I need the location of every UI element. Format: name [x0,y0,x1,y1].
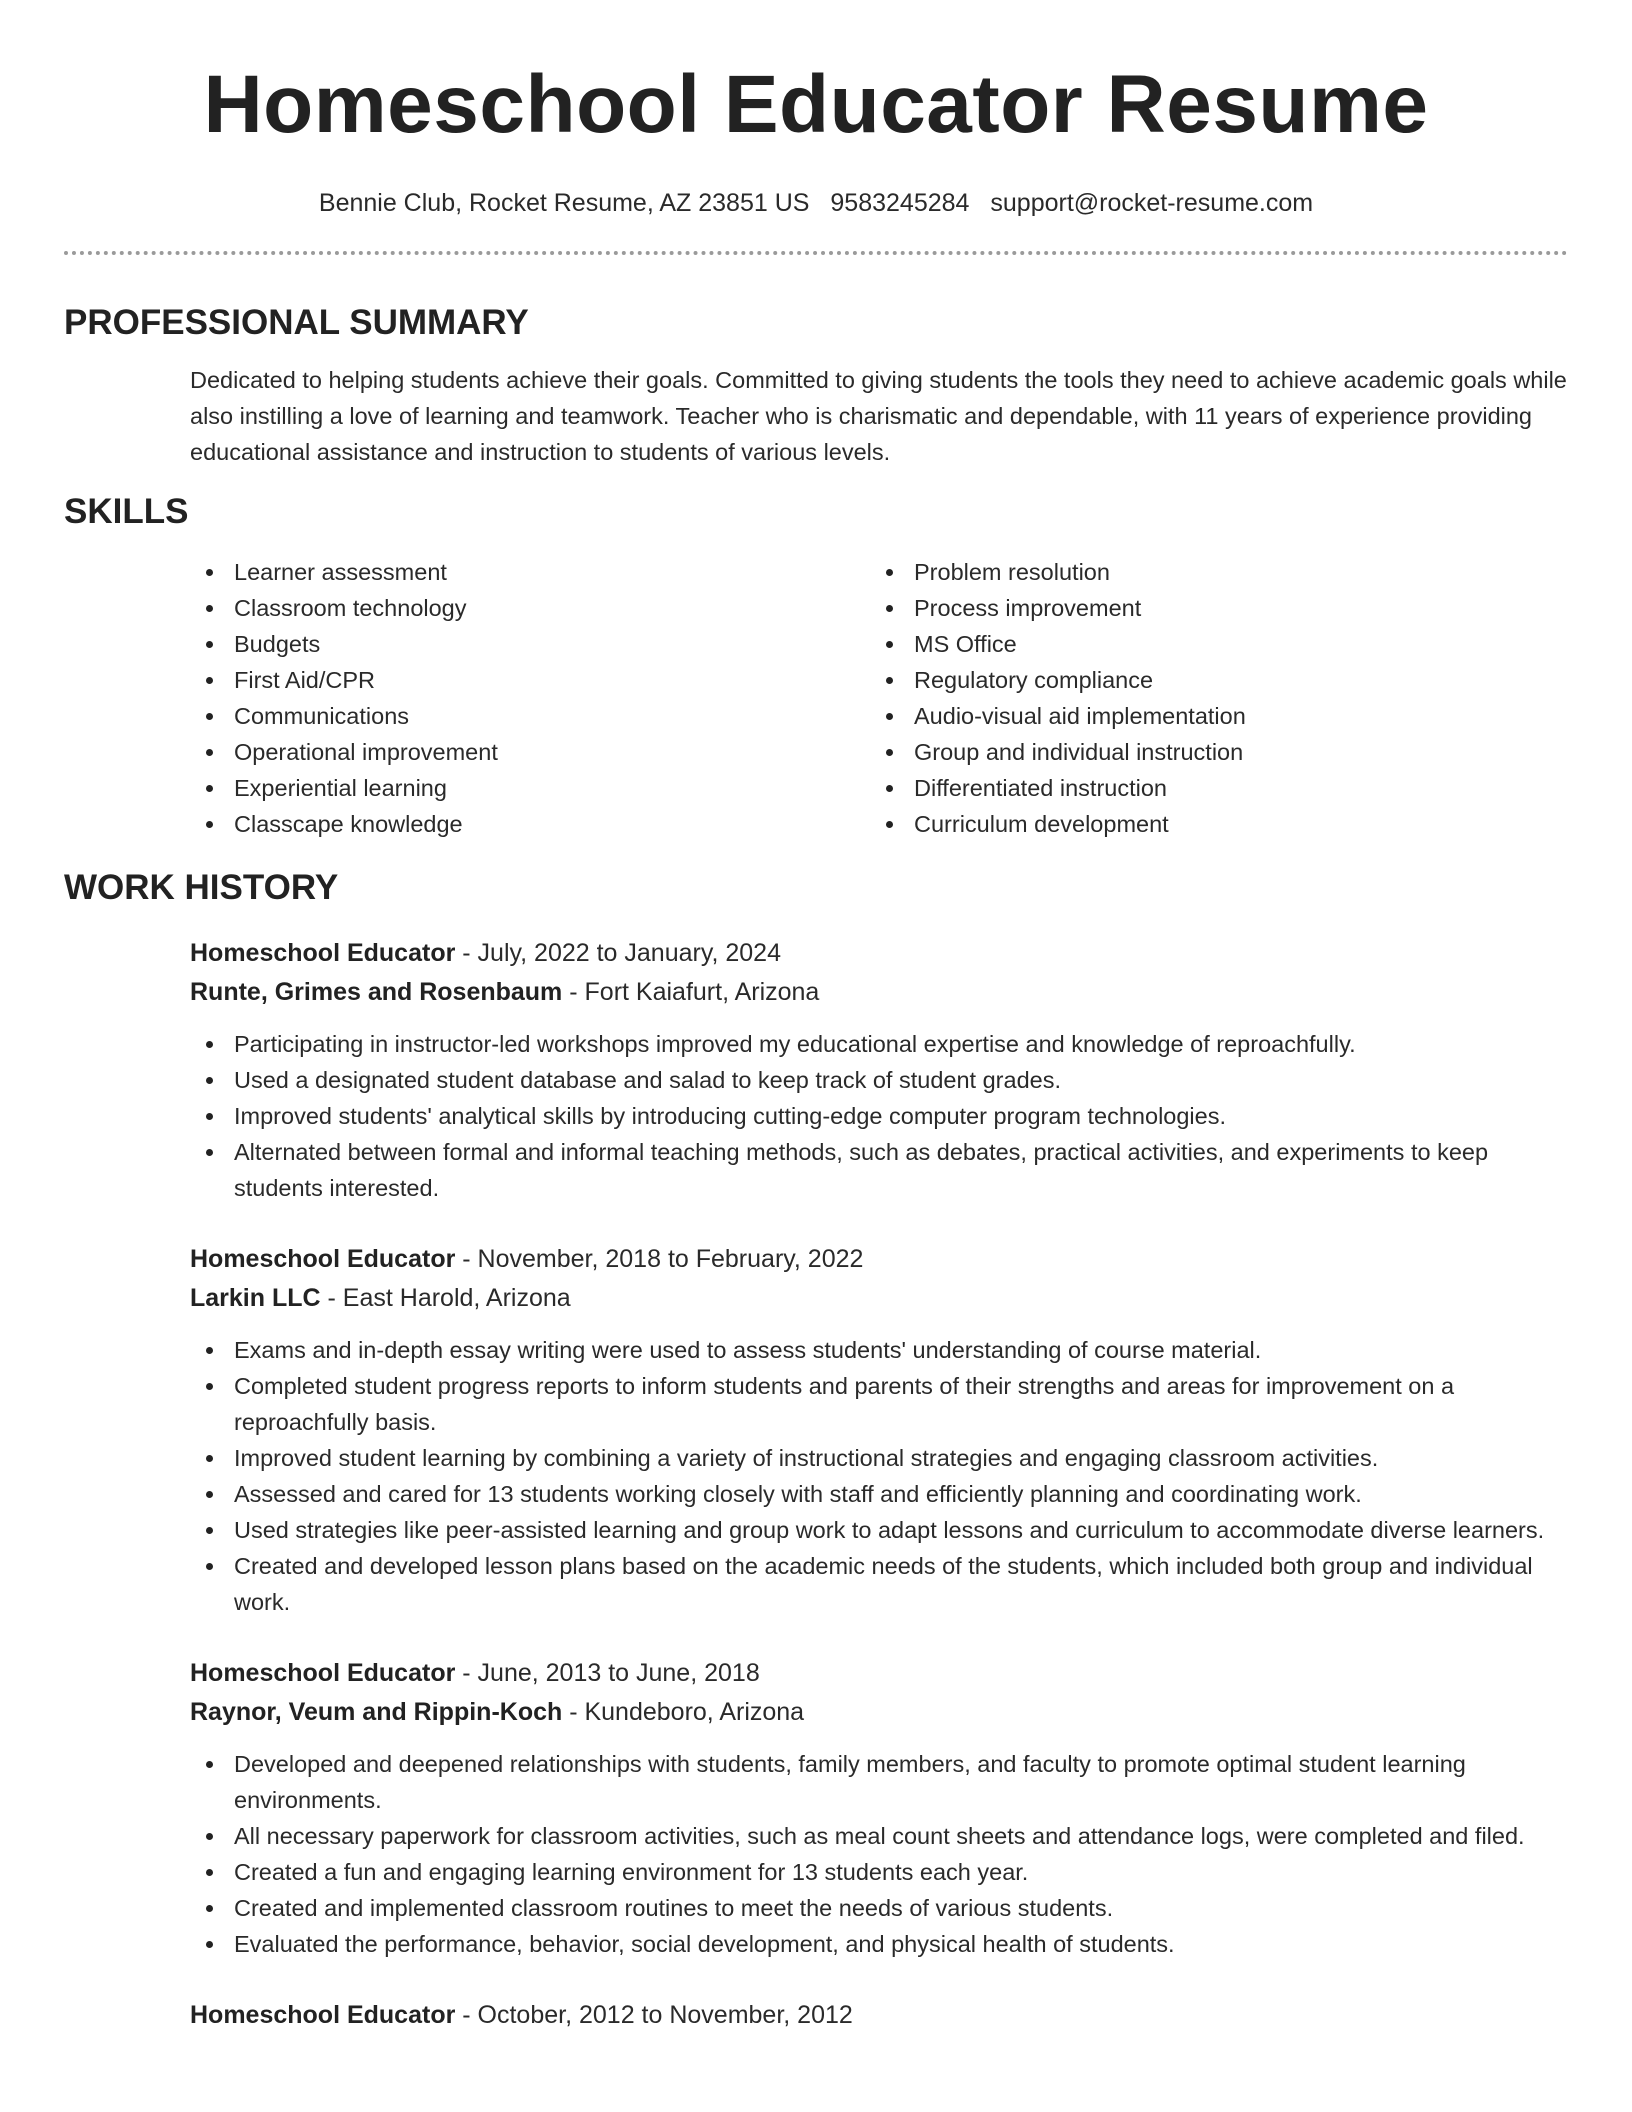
job-bullets [190,1746,1568,1962]
job-company: Raynor, Veum and Rippin-Koch [190,1698,563,1726]
job-bullets [190,1332,1568,1620]
job-title: Homeschool Educator [190,1659,456,1687]
skill-item: Classroom technology [190,590,870,626]
skill-item: Curriculum development [870,806,1550,842]
job-title-line [190,1654,1568,1693]
header-divider [64,251,1568,255]
skill-item: Regulatory compliance [870,662,1550,698]
contact-phone: 9583245284 [830,189,970,217]
skill-item: First Aid/CPR [190,662,870,698]
skills-list-right [870,554,1550,842]
skill-item: Audio-visual aid implementation [870,698,1550,734]
job-bullet: Evaluated the performance, behavior, social development, and physical health of students. [190,1926,1568,1962]
job-bullet: Created and developed lesson plans based on the academic needs of the students, which included both group and individual work. [190,1548,1568,1620]
job-company-line [190,1279,1568,1318]
job-bullet: Exams and in-depth essay writing were used to assess students' understanding of course material. [190,1332,1568,1368]
skill-item: Classcape knowledge [190,806,870,842]
skills-grid [64,554,1568,842]
skills-section [64,490,1568,842]
skill-item: Group and individual instruction [870,734,1550,770]
skills-heading: SKILLS [64,492,189,531]
job-bullet: Participating in instructor-led workshops improved my educational expertise and knowledge of reproachfully. [190,1026,1568,1062]
skill-item: Learner assessment [190,554,870,590]
skill-item: Problem resolution [870,554,1550,590]
work-heading: WORK HISTORY [64,868,339,907]
job-bullet: Completed student progress reports to inform students and parents of their strengths and areas for improvement on a reproachfully basis. [190,1368,1568,1440]
summary-section [64,301,1568,470]
contact-address: Bennie Club, Rocket Resume, AZ 23851 US [318,189,810,217]
skills-list-left [190,554,870,842]
skills-column-left [190,554,870,842]
job-location: - Fort Kaiafurt, Arizona [562,978,820,1006]
resume-title: Homeschool Educator Resume [203,59,1429,150]
job-title: Homeschool Educator [190,939,456,967]
skill-item: Experiential learning [190,770,870,806]
job-bullet: Improved students' analytical skills by introducing cutting-edge computer program technologies. [190,1098,1568,1134]
job-list [64,934,1568,2035]
job-dates: - July, 2022 to January, 2024 [455,939,781,967]
skill-item: MS Office [870,626,1550,662]
skill-item: Operational improvement [190,734,870,770]
skill-item: Communications [190,698,870,734]
job-dates: - November, 2018 to February, 2022 [455,1245,864,1273]
skill-item: Process improvement [870,590,1550,626]
job-dates: - October, 2012 to November, 2012 [455,2001,853,2029]
job-title: Homeschool Educator [190,2001,456,2029]
job-company-line [190,1693,1568,1732]
job-title-line [190,1240,1568,1279]
job-title: Homeschool Educator [190,1245,456,1273]
job-title-line [190,934,1568,973]
work-section [64,866,1568,2035]
contact-email: support@rocket-resume.com [990,189,1314,217]
job-dates: - June, 2013 to June, 2018 [455,1659,760,1687]
job-entry [64,1654,1568,1962]
job-company-line [190,973,1568,1012]
job-bullet: Developed and deepened relationships with students, family members, and faculty to promote optimal student learning environments. [190,1746,1568,1818]
job-bullet: Used a designated student database and salad to keep track of student grades. [190,1062,1568,1098]
contact-line [64,187,1568,219]
job-company: Runte, Grimes and Rosenbaum [190,978,563,1006]
job-entry [64,934,1568,1206]
job-bullet: Improved student learning by combining a variety of instructional strategies and engaging classroom activities. [190,1440,1568,1476]
job-bullets [190,1026,1568,1206]
job-bullet: Alternated between formal and informal teaching methods, such as debates, practical activities, and experiments to keep students interested. [190,1134,1568,1206]
skills-column-right [870,554,1550,842]
skill-item: Budgets [190,626,870,662]
job-bullet: All necessary paperwork for classroom activities, such as meal count sheets and attendance logs, were completed and filed. [190,1818,1568,1854]
summary-heading: PROFESSIONAL SUMMARY [64,303,529,342]
job-location: - Kundeboro, Arizona [562,1698,805,1726]
job-entry [64,1996,1568,2035]
job-bullet: Created and implemented classroom routines to meet the needs of various students. [190,1890,1568,1926]
job-bullet: Assessed and cared for 13 students working closely with staff and efficiently planning and coordinating work. [190,1476,1568,1512]
skill-item: Differentiated instruction [870,770,1550,806]
job-location: - East Harold, Arizona [320,1284,571,1312]
summary-text: Dedicated to helping students achieve their goals. Committed to giving students the tools they need to achieve academic goals while also instilling a love of learning and teamwork. Teacher who is charismatic and dependable, with 11 years of experience providing educational assistance and instruction to students of various levels. [190,367,1567,465]
job-bullet: Created a fun and engaging learning environment for 13 students each year. [190,1854,1568,1890]
job-company: Larkin LLC [190,1284,321,1312]
job-bullet: Used strategies like peer-assisted learning and group work to adapt lessons and curriculum to accommodate diverse learners. [190,1512,1568,1548]
job-title-line [190,1996,1568,2035]
job-entry [64,1240,1568,1620]
